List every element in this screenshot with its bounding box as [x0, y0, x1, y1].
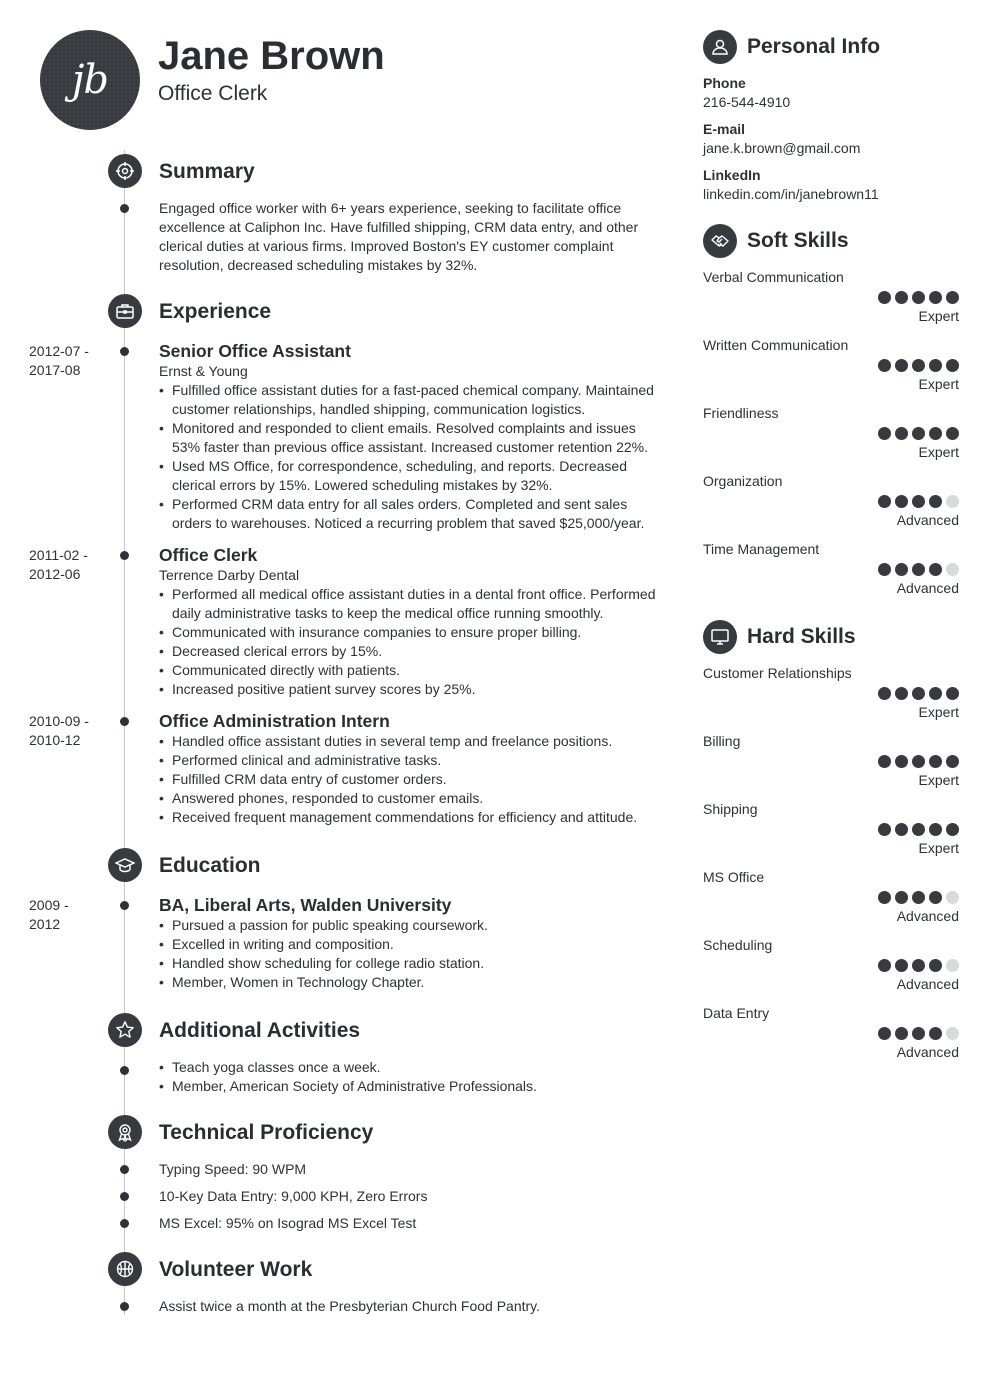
skill-rating [878, 427, 959, 440]
rating-dot-filled [946, 687, 959, 700]
timeline-dot [120, 551, 129, 560]
candidate-name: Jane Brown [158, 34, 385, 78]
rating-dot-filled [929, 291, 942, 304]
rating-dot-filled [929, 687, 942, 700]
bullet-item: • Used MS Office, for correspondence, scheduling, and reports. Decreased clerical errors by 15%. Lowered scheduling mistakes by 32%. [159, 457, 659, 495]
email-label: E-mail [703, 121, 746, 137]
rating-dot-filled [912, 687, 925, 700]
star-icon [108, 1013, 142, 1047]
soft-skills-heading: Soft Skills [747, 229, 849, 252]
job-bullets [159, 732, 659, 827]
skill-rating [878, 823, 959, 836]
skill-name: Friendliness [703, 405, 779, 421]
bullet-item: • Handled show scheduling for college radio station. [159, 954, 659, 973]
skill-name: Shipping [703, 801, 758, 817]
job-title: Senior Office Assistant [159, 341, 351, 361]
rating-dot-filled [912, 823, 925, 836]
rating-dot-filled [895, 959, 908, 972]
rating-dot-filled [929, 427, 942, 440]
timeline-dot [120, 204, 129, 213]
summary-section [159, 199, 659, 275]
timeline-dot [120, 1219, 129, 1228]
timeline-dot [120, 1192, 129, 1201]
skill-name: Billing [703, 733, 741, 749]
education-bullets [159, 916, 659, 992]
bullet-item: • Answered phones, responded to customer emails. [159, 789, 659, 808]
job-title: Office Administration Intern [159, 711, 390, 731]
skill-row [703, 404, 959, 464]
skill-name: Time Management [703, 541, 820, 557]
rating-dot-filled [946, 291, 959, 304]
job-date: 2012-07 - 2017-08 [29, 343, 89, 378]
rating-dot-filled [929, 823, 942, 836]
skill-name: Data Entry [703, 1005, 770, 1021]
candidate-title: Office Clerk [158, 82, 268, 105]
job-company: Ernst & Young [159, 363, 248, 379]
phone-value: 216-544-4910 [703, 94, 791, 110]
skill-rating [878, 291, 959, 304]
rating-dot-empty [946, 495, 959, 508]
skill-level: Expert [918, 308, 959, 324]
rating-dot-filled [929, 563, 942, 576]
bullet-item: • Communicated directly with patients. [159, 661, 659, 680]
skill-row [703, 472, 959, 532]
skill-rating [878, 687, 959, 700]
rating-dot-empty [946, 1027, 959, 1040]
rating-dot-filled [878, 495, 891, 508]
skill-rating [878, 1027, 959, 1040]
rating-dot-filled [878, 959, 891, 972]
rating-dot-filled [895, 359, 908, 372]
skill-level: Advanced [896, 512, 959, 528]
rating-dot-filled [946, 823, 959, 836]
skill-level: Expert [918, 704, 959, 720]
bullet-item: • Handled office assistant duties in several temp and freelance positions. [159, 732, 659, 751]
skill-name: Customer Relationships [703, 665, 852, 681]
skill-row [703, 868, 959, 928]
skill-level: Advanced [896, 908, 959, 924]
job-title: Office Clerk [159, 545, 258, 565]
rating-dot-empty [946, 959, 959, 972]
avatar-initials: jb [71, 57, 108, 103]
rating-dot-filled [878, 427, 891, 440]
skill-level: Expert [918, 772, 959, 788]
rating-dot-filled [929, 1027, 942, 1040]
rating-dot-filled [895, 563, 908, 576]
skill-row [703, 268, 959, 328]
rating-dot-filled [895, 755, 908, 768]
email-value: jane.k.brown@gmail.com [703, 140, 861, 156]
linkedin-label: LinkedIn [703, 167, 761, 183]
timeline-dot [120, 901, 129, 910]
rating-dot-filled [878, 1027, 891, 1040]
rating-dot-filled [878, 291, 891, 304]
award-ribbon-icon [108, 1115, 142, 1149]
job-bullets [159, 585, 659, 699]
rating-dot-filled [912, 1027, 925, 1040]
job-bullets [159, 381, 659, 533]
rating-dot-filled [912, 359, 925, 372]
skill-name: MS Office [703, 869, 765, 885]
linkedin-value: linkedin.com/in/janebrown11 [703, 186, 879, 202]
technical-item: 10-Key Data Entry: 9,000 KPH, Zero Errors [159, 1188, 428, 1204]
education-entry [159, 894, 659, 992]
skill-name: Written Communication [703, 337, 849, 353]
activities-heading: Additional Activities [159, 1019, 361, 1042]
rating-dot-filled [929, 959, 942, 972]
timeline-dot [120, 1165, 129, 1174]
skill-row [703, 540, 959, 600]
job-company: Terrence Darby Dental [159, 567, 300, 583]
rating-dot-empty [946, 563, 959, 576]
skill-rating [878, 563, 959, 576]
graduation-cap-icon [108, 848, 142, 882]
timeline-dot [120, 1066, 129, 1075]
briefcase-icon [108, 294, 142, 328]
rating-dot-filled [946, 755, 959, 768]
rating-dot-filled [878, 891, 891, 904]
rating-dot-filled [946, 427, 959, 440]
rating-dot-filled [895, 891, 908, 904]
skill-rating [878, 959, 959, 972]
skill-name: Scheduling [703, 937, 773, 953]
rating-dot-filled [912, 291, 925, 304]
summary-text: Engaged office worker with 6+ years experience, seeking to facilitate office excellence at Caliphon Inc. Have fulfilled shipping, CRM data entry, and other clerical duties at various firms. Improved Boston's EY customer complaint resolution, decreased scheduling mistakes by 32%. [159, 200, 639, 273]
skill-row [703, 1004, 959, 1064]
bullet-item: • Performed all medical office assistant duties in a dental front office. Performed daily administrative tasks to keep the medical office running smoothly. [159, 585, 659, 623]
rating-dot-filled [912, 755, 925, 768]
activities-bullets [159, 1058, 659, 1096]
rating-dot-filled [895, 427, 908, 440]
skill-level: Advanced [896, 976, 959, 992]
user-icon [703, 30, 737, 64]
basketball-icon [108, 1252, 142, 1286]
job-date: 2010-09 - 2010-12 [29, 713, 89, 748]
skill-level: Expert [918, 376, 959, 392]
skill-row [703, 732, 959, 792]
skill-rating [878, 755, 959, 768]
timeline-dot [120, 717, 129, 726]
rating-dot-filled [895, 823, 908, 836]
activities-entry [159, 1058, 659, 1096]
rating-dot-filled [912, 495, 925, 508]
bullet-item: • Monitored and responded to client emails. Resolved complaints and issues 53% faster than previous office assistant. Increased customer retention 22%. [159, 419, 659, 457]
volunteer-heading: Volunteer Work [159, 1258, 313, 1281]
bullet-item: • Increased positive patient survey scores by 25%. [159, 680, 659, 699]
skill-row [703, 936, 959, 996]
rating-dot-filled [912, 959, 925, 972]
job-date: 2011-02 - 2012-06 [29, 547, 88, 582]
avatar [40, 30, 140, 130]
skill-name: Organization [703, 473, 783, 489]
rating-dot-filled [878, 359, 891, 372]
rating-dot-filled [946, 359, 959, 372]
rating-dot-filled [929, 495, 942, 508]
personal-info-heading: Personal Info [747, 35, 881, 58]
handshake-icon [703, 224, 737, 258]
skill-level: Expert [918, 840, 959, 856]
skill-name: Verbal Communication [703, 269, 844, 285]
skill-level: Advanced [896, 580, 959, 596]
rating-dot-empty [946, 891, 959, 904]
rating-dot-filled [895, 495, 908, 508]
bullet-item: • Decreased clerical errors by 15%. [159, 642, 659, 661]
degree-title: BA, Liberal Arts, Walden University [159, 895, 452, 915]
experience-heading: Experience [159, 300, 272, 323]
skill-row [703, 664, 959, 724]
rating-dot-filled [878, 563, 891, 576]
bullet-item: • Performed clinical and administrative tasks. [159, 751, 659, 770]
rating-dot-filled [929, 891, 942, 904]
bullet-item: • Communicated with insurance companies to ensure proper billing. [159, 623, 659, 642]
rating-dot-filled [878, 687, 891, 700]
technical-item: MS Excel: 95% on Isograd MS Excel Test [159, 1215, 417, 1231]
rating-dot-filled [912, 427, 925, 440]
skill-rating [878, 359, 959, 372]
education-heading: Education [159, 854, 261, 877]
technical-item: Typing Speed: 90 WPM [159, 1161, 307, 1177]
bullet-item: • Excelled in writing and composition. [159, 935, 659, 954]
monitor-icon [703, 620, 737, 654]
rating-dot-filled [929, 359, 942, 372]
target-icon [108, 154, 142, 188]
volunteer-text: Assist twice a month at the Presbyterian Church Food Pantry. [159, 1298, 541, 1314]
bullet-item: • Fulfilled office assistant duties for a fast-paced chemical company. Maintained customer relationships, handled shipping, communication logistics. [159, 381, 659, 419]
rating-dot-filled [878, 823, 891, 836]
bullet-item: • Performed CRM data entry for all sales orders. Completed and sent sales orders to warehouses. Noticed a recurring problem that saved $25,000/year. [159, 495, 659, 533]
rating-dot-filled [895, 291, 908, 304]
phone-label: Phone [703, 75, 746, 91]
skill-rating [878, 495, 959, 508]
timeline-dot [120, 347, 129, 356]
skill-level: Expert [918, 444, 959, 460]
bullet-item: • Pursued a passion for public speaking coursework. [159, 916, 659, 935]
rating-dot-filled [878, 755, 891, 768]
technical-heading: Technical Proficiency [159, 1121, 374, 1144]
skill-rating [878, 891, 959, 904]
bullet-item: • Fulfilled CRM data entry of customer orders. [159, 770, 659, 789]
education-date: 2009 - 2012 [29, 897, 69, 932]
bullet-item: • Received frequent management commendations for efficiency and attitude. [159, 808, 659, 827]
rating-dot-filled [929, 755, 942, 768]
rating-dot-filled [895, 687, 908, 700]
job-entry [159, 340, 659, 533]
bullet-item: • Member, American Society of Administrative Professionals. [159, 1077, 659, 1096]
bullet-item: • Member, Women in Technology Chapter. [159, 973, 659, 992]
summary-heading: Summary [159, 160, 255, 183]
job-entry [159, 710, 659, 827]
skill-row [703, 336, 959, 396]
rating-dot-filled [912, 891, 925, 904]
job-entry [159, 544, 659, 699]
skill-row [703, 800, 959, 860]
hard-skills-heading: Hard Skills [747, 625, 856, 648]
skill-level: Advanced [896, 1044, 959, 1060]
rating-dot-filled [895, 1027, 908, 1040]
bullet-item: • Teach yoga classes once a week. [159, 1058, 659, 1077]
timeline-dot [120, 1302, 129, 1311]
rating-dot-filled [912, 563, 925, 576]
